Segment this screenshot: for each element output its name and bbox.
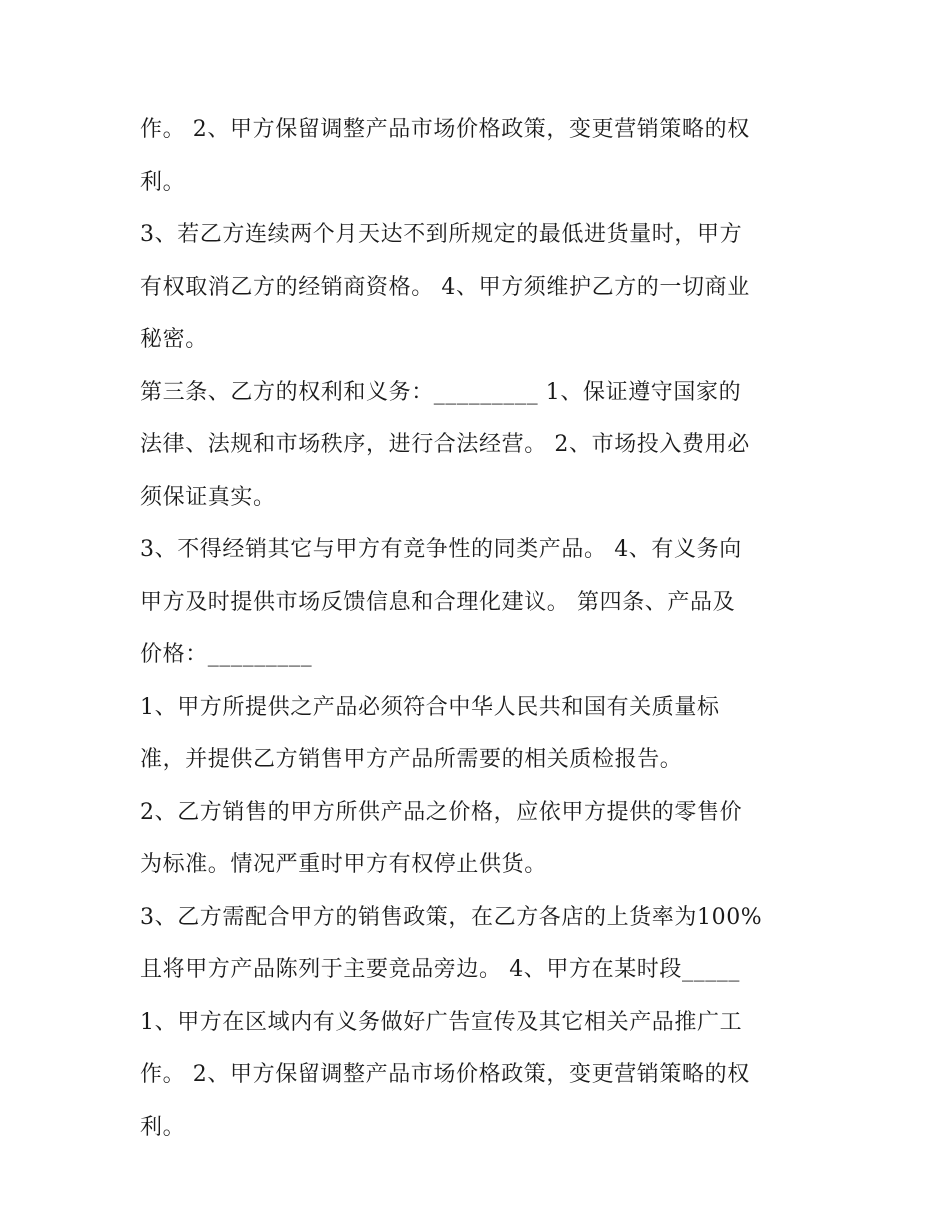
text-line: 1、甲方所提供之产品必须符合中华人民共和国有关质量标 [140,694,720,720]
text-line: 准，并提供乙方销售甲方产品所需要的相关质检报告。 [140,747,683,772]
text-line: 法律、法规和市场秩序，进行合法经营。 2、市场投入费用必 [140,432,750,457]
text-line: 须保证真实。 [140,484,276,510]
text-line: 利。 [140,1114,186,1140]
text-line: 秘密。 [140,327,208,352]
text-line: 价格：_________ [140,642,313,667]
text-line: 甲方及时提供市场反馈信息和合理化建议。 第四条、产品及 [140,589,736,615]
text-line: 作。 2、甲方保留调整产品市场价格政策，变更营销策略的权 [140,117,750,142]
text-line: 且将甲方产品陈列于主要竞品旁边。 4、甲方在某时段_____ [140,957,740,982]
document-body [140,104,820,1154]
text-line: 2、乙方销售的甲方所供产品之价格，应依甲方提供的零售价 [140,799,743,825]
text-line: 3、乙方需配合甲方的销售政策，在乙方各店的上货率为100% [140,904,763,930]
text-line: 利。 [140,169,186,195]
text-line: 1、甲方在区域内有义务做好广告宣传及其它相关产品推广工 [140,1009,743,1035]
text-line: 3、若乙方连续两个月天达不到所规定的最低进货量时，甲方 [140,222,743,247]
text-line: 有权取消乙方的经销商资格。 4、甲方须维护乙方的一切商业 [140,274,750,300]
text-line: 第三条、乙方的权利和义务：_________ 1、保证遵守国家的 [140,379,742,405]
text-line: 3、不得经销其它与甲方有竞争性的同类产品。 4、有义务向 [140,537,742,562]
text-line: 作。 2、甲方保留调整产品市场价格政策，变更营销策略的权 [140,1062,750,1087]
text-line: 为标准。情况严重时甲方有权停止供货。 [140,852,547,877]
